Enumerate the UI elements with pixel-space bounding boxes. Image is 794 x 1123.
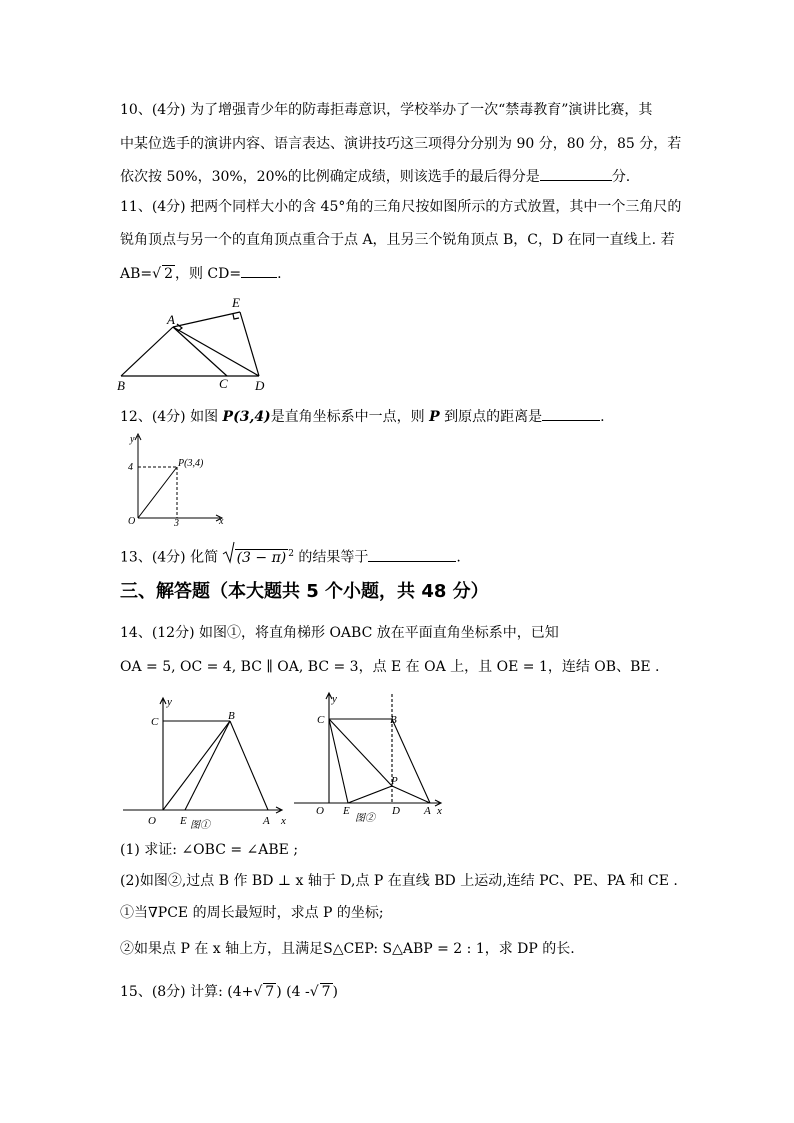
sqrt-2: 2 [164, 266, 173, 282]
answer-blank [368, 549, 456, 562]
q11-line2: 锐角顶点与另一个的直角顶点重合于点 A，且另三个锐角顶点 B，C，D 在同一直线上. 若 [120, 232, 675, 248]
q12-end: . [600, 409, 605, 425]
q14-part1: (1) 求证: ∠OBC = ∠ABE ; [120, 842, 299, 858]
q14-part2: (2)如图②,过点 B 作 BD ⊥ x 轴于 D,点 P 在直线 BD 上运动,连结 PC、PE、PA 和 CE . [120, 873, 678, 889]
fig2-d-label: D [392, 805, 400, 817]
q11-cd: ，则 CD= [174, 266, 242, 282]
q14-line2: OA = 5, OC = 4, BC ∥ OA, BC = 3，点 E 在 OA 上，且 OE = 1，连结 OB、BE . [120, 659, 660, 675]
q12-p: P [429, 409, 440, 425]
q11-ab: AB= [120, 266, 153, 282]
q10-line3 [120, 168, 630, 185]
fig1-b-label: B [228, 710, 235, 722]
fig1-x-label: x [281, 815, 286, 827]
answer-blank [542, 408, 600, 421]
fig2-caption: 图② [355, 813, 375, 824]
fig1-c-label: C [151, 716, 159, 728]
label-e: E [232, 295, 240, 310]
fig2-y-label: y [332, 693, 337, 705]
q13-a: 13、(4分) 化简 [120, 549, 219, 566]
q10-line2: 中某位选手的演讲内容、语言表达、演讲技巧这三项得分分别为 90 分，80 分，85 分，若 [120, 136, 682, 152]
sqrt-sign [223, 542, 235, 564]
point-p-label: P(3,4) [178, 458, 204, 469]
q12-a: 12、(4分) 如图 [120, 409, 223, 425]
fig1-e-label: E [180, 815, 187, 827]
sqrt-symbol: √ [309, 984, 319, 1000]
section-title: 三、解答题（本大题共 5 个小题，共 48 分） [120, 581, 489, 602]
q10-line1: 10、(4分) 为了增强青少年的防毒拒毒意识，学校举办了一次“禁毒教育”演讲比赛，其 [120, 102, 653, 118]
q11-line3 [120, 265, 282, 282]
fig1-a-label: A [263, 815, 270, 827]
q12-e: 到原点的距离是 [439, 409, 543, 425]
sqrt-expression [223, 546, 294, 566]
sqrt-symbol: √ [152, 266, 162, 282]
fig2-b-label: B [390, 714, 397, 726]
q14-line1: 14、(12分) 如图①，将直角梯形 OABC 放在平面直角坐标系中，已知 [120, 625, 559, 641]
q14-sub2: ②如果点 P 在 x 轴上方，且满足S△CEP: S△ABP = 2 : 1，求 DP 的长. [120, 941, 575, 957]
fig2-c-label: C [317, 714, 325, 726]
fig1-y-label: y [167, 696, 172, 708]
q15-a: 15、(8分) 计算: (4+ [120, 984, 254, 1000]
label-b: B [117, 378, 125, 393]
fig2-o-label: O [316, 805, 324, 817]
fig2-e-label: E [343, 805, 350, 817]
label-a: A [167, 312, 175, 327]
answer-blank [540, 168, 612, 181]
answer-blank [241, 265, 277, 278]
y-axis-label: y [130, 434, 135, 445]
fig1-o-label: O [148, 815, 156, 827]
q14-figure-2 [292, 690, 452, 828]
q12-text [120, 408, 605, 425]
q13-end: . [456, 549, 461, 566]
q11-triangles-figure [115, 294, 275, 394]
q12-c: 是直角坐标系中一点，则 [270, 409, 430, 425]
tick-4: 4 [128, 462, 133, 473]
q11-line1: 11、(4分) 把两个同样大小的含 45°角的三角尺按如图所示的方式放置，其中一个三角尺的 [120, 199, 682, 215]
fig1-caption: 图① [190, 820, 210, 831]
q12-point: P(3,4) [222, 409, 271, 425]
fig2-a-label: A [424, 805, 431, 817]
q11-end: . [277, 266, 282, 282]
q10-line3-text: 依次按 50%，30%，20%的比例确定成绩，则该选手的最后得分是 [120, 169, 540, 185]
sqrt-7-first: 7 [265, 984, 275, 1000]
fig2-x-label: x [437, 805, 442, 817]
q15-b: ) (4 - [276, 984, 310, 1000]
q15-c: ) [332, 984, 338, 1000]
fig2-p-label: P [391, 775, 398, 787]
q12-coordinate-figure [118, 432, 230, 527]
q10-line3-end: 分. [611, 169, 631, 185]
q13-b: 的结果等于 [298, 549, 369, 566]
radicand: (3 − π) [236, 549, 287, 566]
sqrt-7-second: 7 [321, 984, 331, 1000]
q13-line [120, 546, 461, 566]
exponent: 2 [288, 549, 294, 559]
label-d: D [255, 378, 265, 393]
tick-3: 3 [174, 518, 179, 529]
q14-figure-1 [118, 695, 288, 833]
q15-line [120, 983, 338, 1000]
x-axis-label: x [219, 516, 224, 527]
origin-label: O [128, 516, 136, 527]
sqrt-symbol: √ [253, 984, 263, 1000]
label-c: C [219, 376, 228, 391]
q14-sub1: ①当∇PCE 的周长最短时，求点 P 的坐标; [120, 905, 384, 921]
